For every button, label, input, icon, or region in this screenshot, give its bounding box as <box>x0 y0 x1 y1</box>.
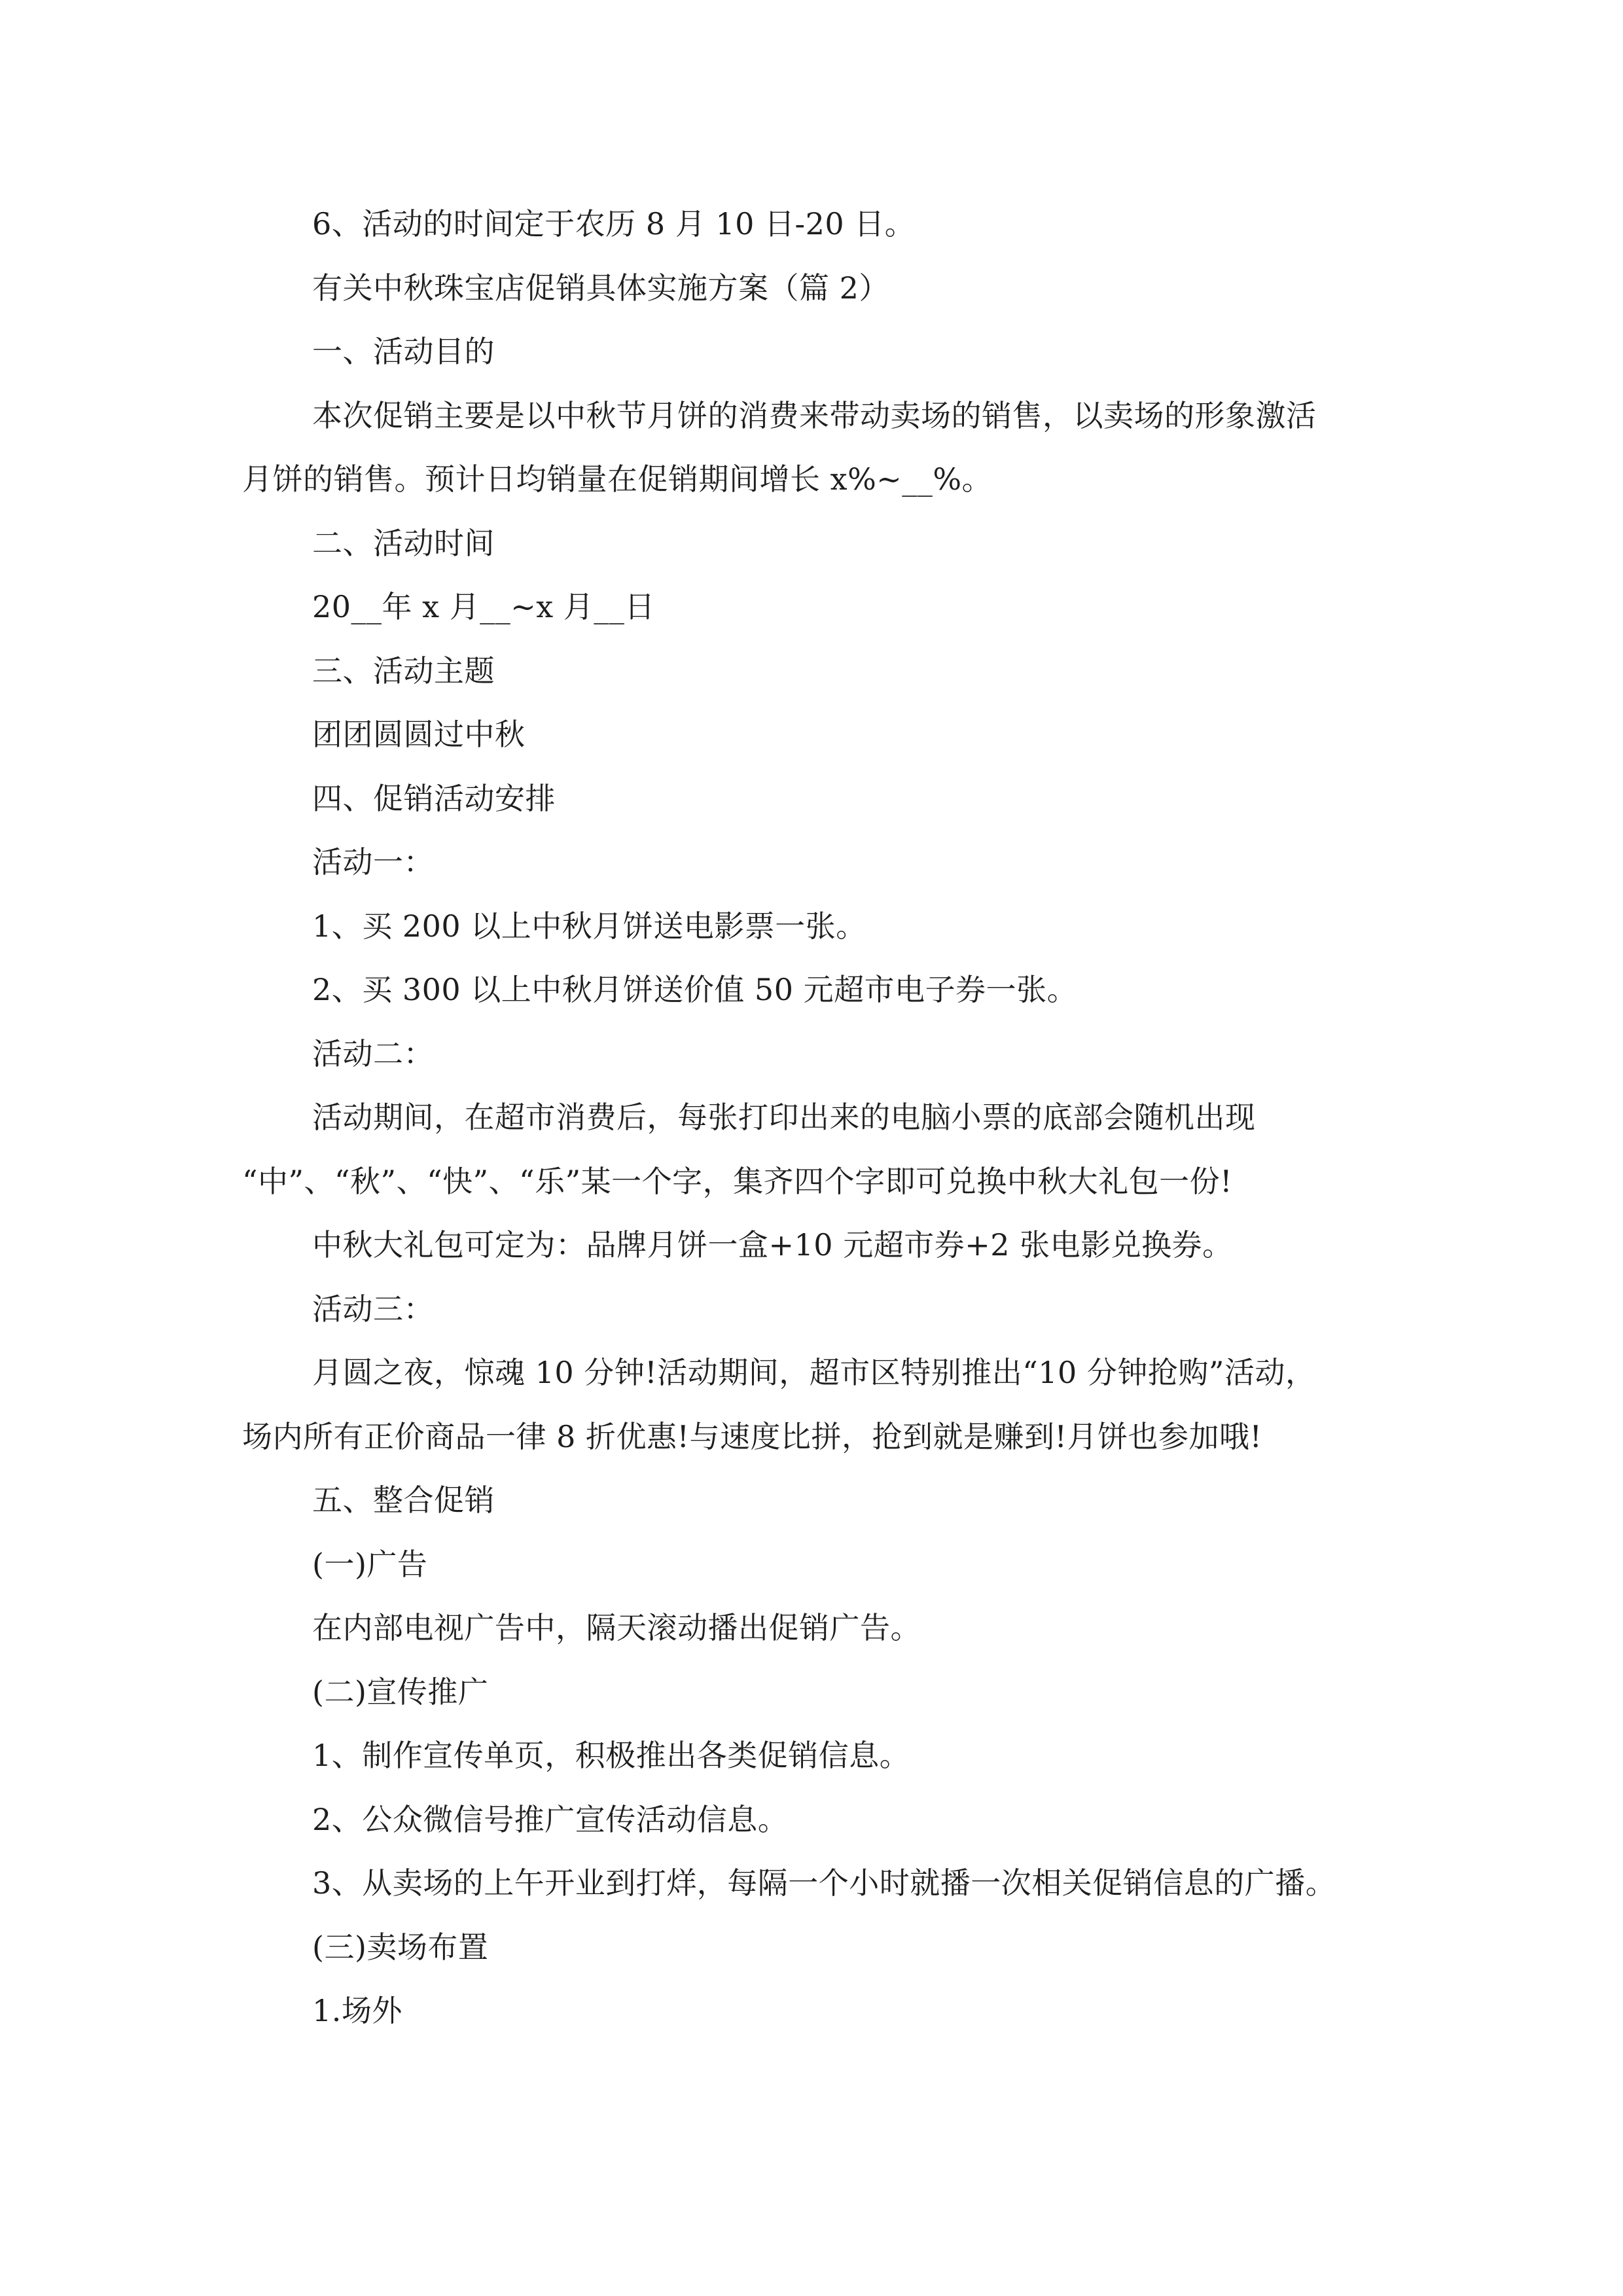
paragraph-line: 中秋大礼包可定为：品牌月饼一盒+10 元超市券+2 张电影兑换券。 <box>312 1227 1233 1263</box>
list-item: 1、买 200 以上中秋月饼送电影票一张。 <box>312 908 866 944</box>
paragraph-line: 场内所有正价商品一律 8 折优惠!与速度比拼，抢到就是赚到!月饼也参加哦! <box>242 1418 1262 1454</box>
paragraph-line: 月圆之夜，惊魂 10 分钟!活动期间，超市区特别推出“10 分钟抢购”活动， <box>312 1355 1316 1390</box>
paragraph-line: 本次促销主要是以中秋节月饼的消费来带动卖场的销售，以卖场的形象激活 <box>312 397 1317 433</box>
subheading-activity-3: 活动三： <box>312 1291 434 1327</box>
paragraph-line: 团团圆圆过中秋 <box>312 717 526 752</box>
list-item: 2、公众微信号推广宣传活动信息。 <box>312 1801 789 1837</box>
heading-theme: 三、活动主题 <box>312 653 495 689</box>
document-body <box>242 203 1407 2054</box>
heading-integrated-promotion: 五、整合促销 <box>312 1482 495 1518</box>
paragraph-line: 在内部电视广告中，隔天滚动播出促销广告。 <box>312 1610 921 1645</box>
section-title: 有关中秋珠宝店促销具体实施方案（篇 2） <box>312 270 889 306</box>
paragraph-line: 20__年 x 月__~x 月__日 <box>312 589 655 624</box>
subheading-advertising: (一)广告 <box>312 1546 428 1582</box>
subheading-activity-1: 活动一： <box>312 844 434 880</box>
paragraph-line: “中”、“秋”、“快”、“乐”某一个字，集齐四个字即可兑换中秋大礼包一份! <box>242 1163 1233 1199</box>
list-item: 3、从卖场的上午开业到打烊，每隔一个小时就播一次相关促销信息的广播。 <box>312 1865 1336 1901</box>
heading-time: 二、活动时间 <box>312 525 495 561</box>
list-item: 1、制作宣传单页，积极推出各类促销信息。 <box>312 1738 910 1773</box>
paragraph-line: 6、活动的时间定于农历 8 月 10 日-20 日。 <box>312 206 916 242</box>
list-item: 1.场外 <box>312 1993 402 2028</box>
subheading-store-layout: (三)卖场布置 <box>312 1929 489 1965</box>
heading-purpose: 一、活动目的 <box>312 334 495 369</box>
list-item: 2、买 300 以上中秋月饼送价值 50 元超市电子券一张。 <box>312 972 1078 1007</box>
subheading-activity-2: 活动二： <box>312 1035 434 1071</box>
heading-arrangement: 四、促销活动安排 <box>312 780 556 816</box>
paragraph-line: 月饼的销售。预计日均销量在促销期间增长 x%~__%。 <box>242 461 993 497</box>
paragraph-line: 活动期间，在超市消费后，每张打印出来的电脑小票的底部会随机出现 <box>312 1100 1256 1135</box>
subheading-publicity: (二)宣传推广 <box>312 1674 489 1710</box>
